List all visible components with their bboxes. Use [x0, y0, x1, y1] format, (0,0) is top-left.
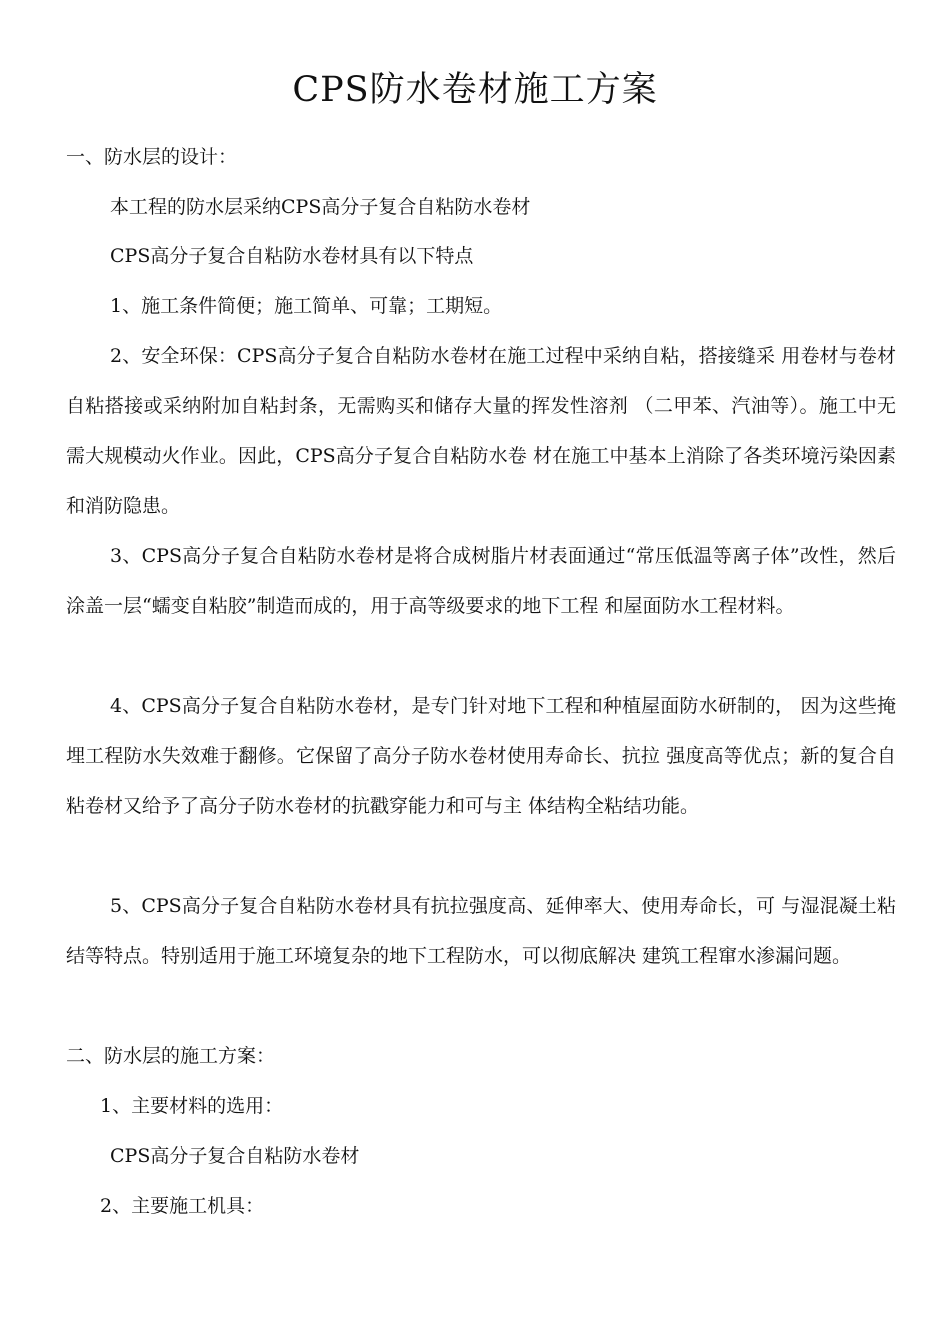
- feature-point-4: 4、CPS高分子复合自粘防水卷材，是专门针对地下工程和种植屋面防水研制的， 因为这些掩埋工程防水失效难于翻修。它保留了高分子防水卷材使用寿命长、抗拉 强度高等优点；新的复合自粘卷材又给予了高分子防水卷材的抗戳穿能力和可与主 体结构全粘结功能。: [66, 695, 896, 817]
- intro-line-1: 本工程的防水层采纳CPS高分子复合自粘防水卷材: [110, 196, 531, 218]
- subsection-2-heading: 2、主要施工机具：: [100, 1195, 265, 1217]
- subsection-1-text: CPS高分子复合自粘防水卷材: [110, 1145, 360, 1167]
- feature-point-5: 5、CPS高分子复合自粘防水卷材具有抗拉强度高、延伸率大、使用寿命长，可 与湿混凝土粘结等特点。特别适用于施工环境复杂的地下工程防水，可以彻底解决 建筑工程窜水渗漏问题。: [66, 895, 896, 967]
- subsection-1-heading: 1、主要材料的选用：: [100, 1095, 284, 1117]
- section-1-heading: 一、防水层的设计：: [66, 146, 238, 168]
- section-2-heading: 二、防水层的施工方案：: [66, 1045, 276, 1067]
- feature-point-2: 2、安全环保：CPS高分子复合自粘防水卷材在施工过程中采纳自粘，搭接缝采 用卷材与卷材自粘搭接或采纳附加自粘封条，无需购买和储存大量的挥发性溶剂 （二甲苯、汽油等）。施工中无需大规模动火作业。因此，CPS高分子复合自粘防水卷 材在施工中基本上消除了各类环境污染因素和消防隐患。: [66, 345, 896, 517]
- document-title: CPS防水卷材施工方案: [292, 70, 658, 110]
- feature-point-3: 3、CPS高分子复合自粘防水卷材是将合成树脂片材表面通过“常压低温等离子体”改性，然后涂盖一层“蠕变自粘胶”制造而成的，用于高等级要求的地下工程 和屋面防水工程材料。: [66, 545, 896, 617]
- intro-line-2: CPS高分子复合自粘防水卷材具有以下特点: [110, 245, 474, 267]
- feature-point-1: 1、施工条件简便；施工简单、可靠；工期短。: [110, 295, 503, 317]
